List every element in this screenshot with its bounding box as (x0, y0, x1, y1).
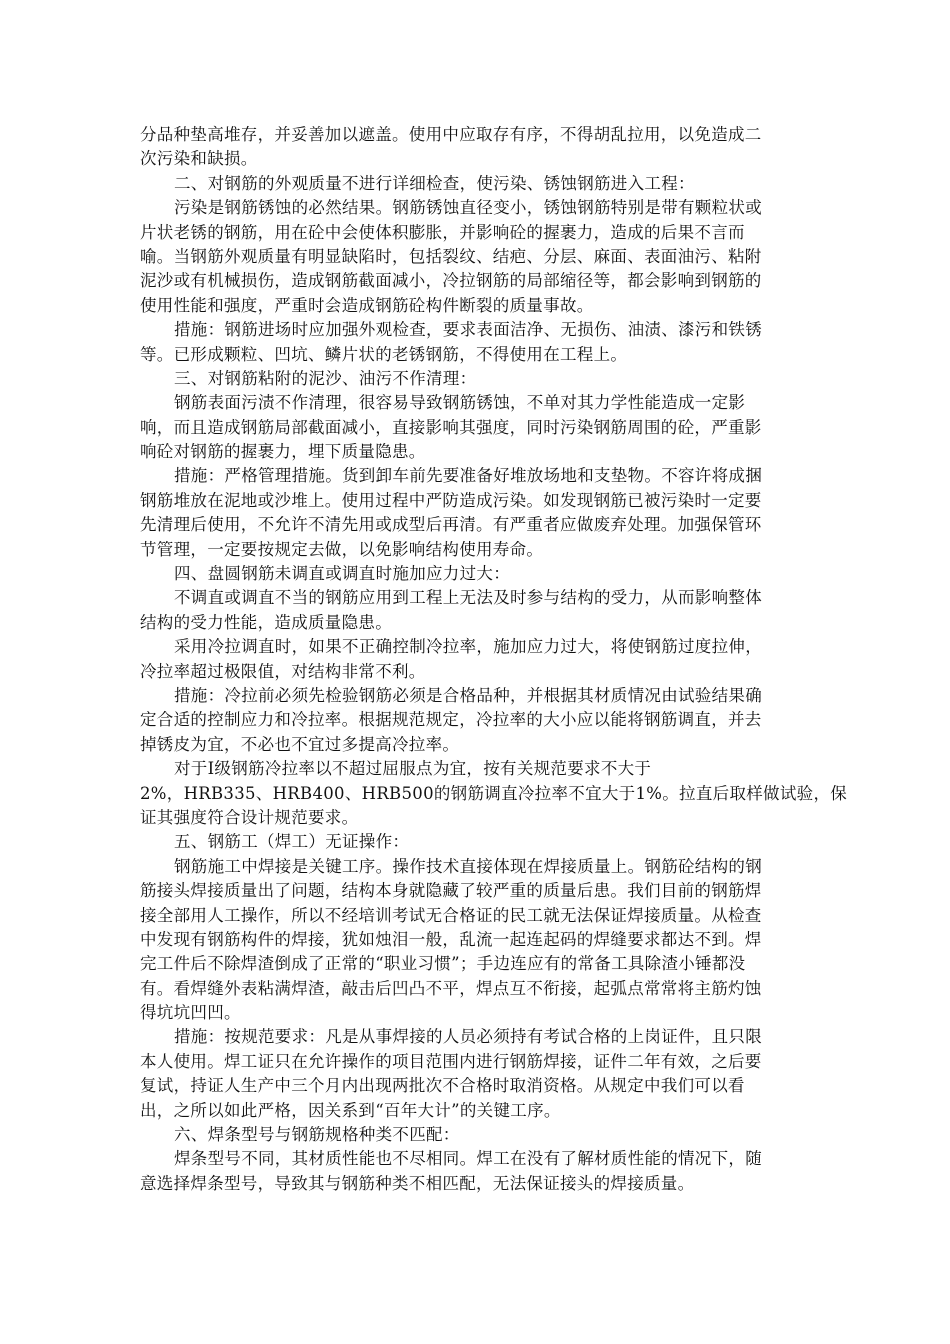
text-line: 措施：钢筋进场时应加强外观检查，要求表面洁净、无损伤、油渍、漆污和铁锈 (174, 320, 762, 340)
text-line: 结构的受力性能，造成质量隐患。 (140, 612, 392, 632)
text-line: 节管理，一定要按规定去做，以免影响结构使用寿命。 (140, 539, 544, 559)
text-line: 出，之所以如此严格，因关系到“百年大计”的关键工序。 (140, 1100, 561, 1120)
text-line: 对于Ⅰ级钢筋冷拉率以不超过屈服点为宜，按有关规范要求不大于 (174, 759, 652, 779)
text-line: 喻。当钢筋外观质量有明显缺陷时，包括裂纹、结疤、分层、麻面、表面油污、粘附 (140, 246, 762, 266)
text-line: 冷拉率超过极限值，对结构非常不利。 (140, 661, 426, 681)
text-line: 片状老锈的钢筋，用在砼中会使体积膨胀，并影响砼的握裹力，造成的后果不言而 (140, 222, 745, 242)
text-line: 有。看焊缝外表粘满焊渣，敲击后凹凸不平，焊点互不衔接，起弧点常常将主筋灼蚀 (140, 978, 762, 998)
text-line: 钢筋表面污渍不作清理，很容易导致钢筋锈蚀，不单对其力学性能造成一定影 (174, 393, 746, 413)
text-line: 完工件后不除焊渣倒成了正常的“职业习惯”；手边连应有的常备工具除渣小锤都没 (140, 954, 746, 974)
text-line: 措施：按规范要求：凡是从事焊接的人员必须持有考试合格的上岗证件，且只限 (174, 1027, 762, 1047)
text-line: 钢筋堆放在泥地或沙堆上。使用过程中严防造成污染。如发现钢筋已被污染时一定要 (140, 490, 762, 510)
text-line: 先清理后使用，不允许不清先用或成型后再清。有严重者应做废弃处理。加强保管环 (140, 515, 762, 535)
text-line: 本人使用。焊工证只在允许操作的项目范围内进行钢筋焊接，证件二年有效，之后要 (140, 1051, 762, 1071)
text-line: 二、对钢筋的外观质量不进行详细检查，使污染、锈蚀钢筋进入工程： (174, 173, 695, 193)
text-line: 2%，HRB335、HRB400、HRB500的钢筋调直冷拉率不宜大于1%。拉直后取样做试验，保 (140, 783, 848, 803)
text-line: 接全部用人工操作，所以不经培训考试无合格证的民工就无法保证焊接质量。从检查 (140, 905, 762, 925)
text-line: 定合适的控制应力和冷拉率。根据规范规定，冷拉率的大小应以能将钢筋调直，并去 (140, 710, 762, 730)
text-line: 措施：严格管理措施。货到卸车前先要准备好堆放场地和支垫物。不容许将成捆 (174, 466, 762, 486)
text-line: 不调直或调直不当的钢筋应用到工程上无法及时参与结构的受力，从而影响整体 (174, 588, 762, 608)
text-line: 中发现有钢筋构件的焊接，犹如烛泪一般，乱流一起连起码的焊缝要求都达不到。焊 (140, 929, 762, 949)
text-line: 措施：冷拉前必须先检验钢筋必须是合格品种，并根据其材质情况由试验结果确 (174, 685, 762, 705)
text-line: 得坑坑凹凹。 (140, 1003, 241, 1023)
text-line: 四、盘圆钢筋未调直或调直时施加应力过大： (174, 564, 510, 584)
text-line: 等。已形成颗粒、凹坑、鳞片状的老锈钢筋，不得使用在工程上。 (140, 344, 628, 364)
text-line: 掉锈皮为宜，不必也不宜过多提高冷拉率。 (140, 734, 460, 754)
text-line: 污染是钢筋锈蚀的必然结果。钢筋锈蚀直径变小，锈蚀钢筋特别是带有颗粒状或 (174, 198, 762, 218)
text-line: 泥沙或有机械损伤，造成钢筋截面减小，冷拉钢筋的局部缩径等，都会影响到钢筋的 (140, 271, 762, 291)
text-line: 次污染和缺损。 (140, 149, 258, 169)
text-line: 意选择焊条型号，导致其与钢筋种类不相匹配，无法保证接头的焊接质量。 (140, 1173, 695, 1193)
text-line: 筋接头焊接质量出了问题，结构本身就隐藏了较严重的质量后患。我们目前的钢筋焊 (140, 881, 762, 901)
text-line: 响砼对钢筋的握裹力，埋下质量隐患。 (140, 442, 426, 462)
text-line: 焊条型号不同，其材质性能也不尽相同。焊工在没有了解材质性能的情况下，随 (174, 1149, 762, 1169)
text-line: 六、焊条型号与钢筋规格种类不匹配： (174, 1125, 460, 1145)
text-line: 响，而且造成钢筋局部截面减小，直接影响其强度，同时污染钢筋周围的砼，严重影 (140, 417, 762, 437)
text-line: 采用冷拉调直时，如果不正确控制冷拉率，施加应力过大，将使钢筋过度拉伸， (174, 637, 762, 657)
text-line: 复试，持证人生产中三个月内出现两批次不合格时取消资格。从规定中我们可以看 (140, 1076, 745, 1096)
text-line: 使用性能和强度，严重时会造成钢筋砼构件断裂的质量事故。 (140, 295, 594, 315)
text-line: 证其强度符合设计规范要求。 (140, 807, 359, 827)
document-body (140, 123, 854, 1196)
text-line: 五、钢筋工（焊工）无证操作： (174, 832, 410, 852)
text-line: 钢筋施工中焊接是关键工序。操作技术直接体现在焊接质量上。钢筋砼结构的钢 (174, 856, 762, 876)
text-line: 分品种垫高堆存，并妥善加以遮盖。使用中应取存有序，不得胡乱拉用，以免造成二 (140, 125, 762, 144)
text-line: 三、对钢筋粘附的泥沙、油污不作清理： (174, 368, 477, 388)
